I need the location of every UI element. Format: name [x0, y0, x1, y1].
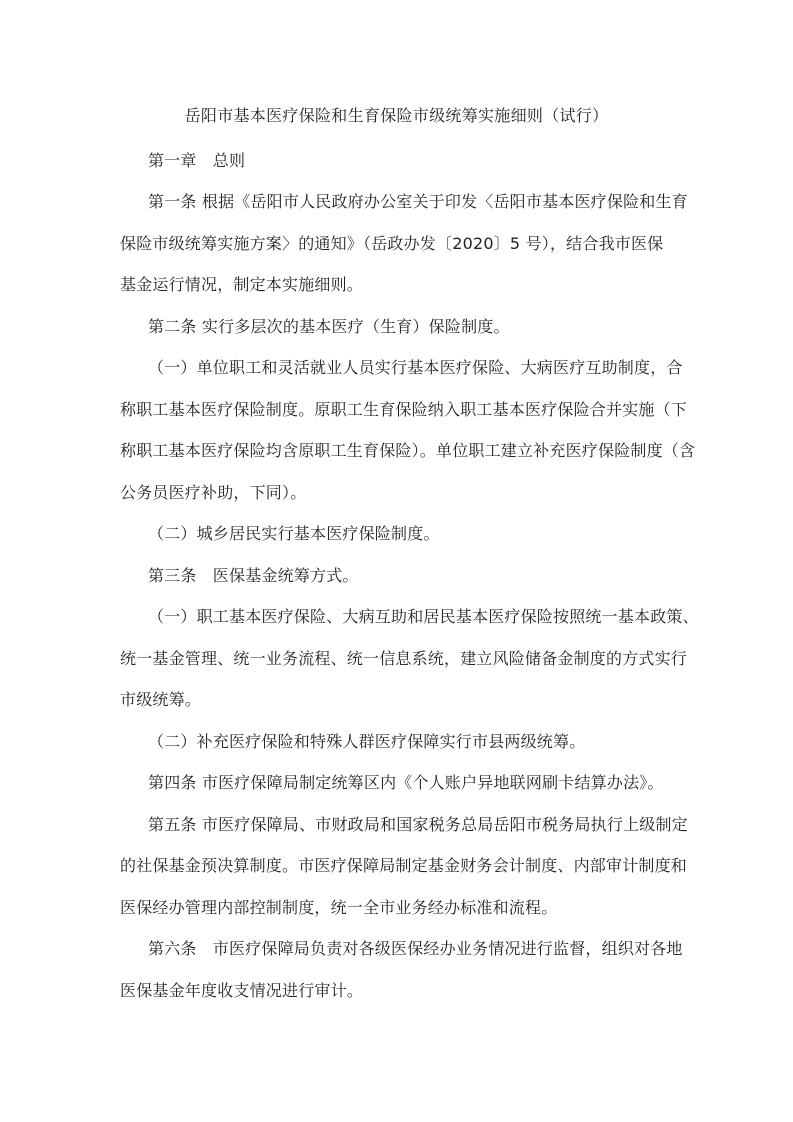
article-3-item-2: （二）补充医疗保险和特殊人群医疗保障实行市县两级统筹。 — [148, 732, 586, 751]
article-5-line-1: 第五条 市医疗保障局、市财政局和国家税务总局岳阳市税务局执行上级制定 — [148, 815, 688, 834]
article-2-item-1-line-1: （一）单位职工和灵活就业人员实行基本医疗保险、大病医疗互助制度，合 — [148, 358, 683, 377]
article-3-item-1-line-1: （一）职工基本医疗保险、大病互助和居民基本医疗保险按照统一基本政策、 — [148, 607, 699, 626]
article-6-line-2: 医保基金年度收支情况进行审计。 — [120, 981, 364, 1000]
article-2-item-2: （二）城乡居民实行基本医疗保险制度。 — [148, 524, 440, 543]
document-title: 岳阳市基本医疗保险和生育保险市级统筹实施细则（试行） — [184, 106, 609, 125]
article-1-line-1: 第一条 根据《岳阳市人民政府办公室关于印发〈岳阳市基本医疗保险和生育 — [148, 192, 688, 211]
article-2-item-1-line-3: 称职工基本医疗保险均含原职工生育保险）。单位职工建立补充医疗保险制度（含 — [120, 441, 696, 460]
article-6-line-1: 第六条 市医疗保障局负责对各级医保经办业务情况进行监督，组织对各地 — [148, 939, 683, 958]
article-5-line-2: 的社保基金预决算制度。市医疗保障局制定基金财务会计制度、内部审计制度和 — [120, 856, 688, 875]
article-5-line-3: 医保经办管理内部控制制度，统一全市业务经办标准和流程。 — [120, 898, 558, 917]
article-1-line-3: 基金运行情况，制定本实施细则。 — [120, 275, 364, 294]
article-3-item-1-line-3: 市级统筹。 — [120, 690, 202, 709]
article-2-item-1-line-4: 公务员医疗补助，下同）。 — [120, 483, 307, 502]
article-2-item-1-line-2: 称职工基本医疗保险制度。原职工生育保险纳入职工基本医疗保险合并实施（下 — [120, 400, 688, 419]
article-3-item-1-line-2: 统一基金管理、统一业务流程、统一信息系统，建立风险储备金制度的方式实行 — [120, 649, 688, 668]
chapter-heading: 第一章 总则 — [148, 151, 246, 170]
article-2-line-1: 第二条 实行多层次的基本医疗（生育）保险制度。 — [148, 317, 510, 336]
article-3-line-1: 第三条 医保基金统筹方式。 — [148, 566, 359, 585]
article-1-line-2: 保险市级统筹实施方案〉的通知》（岳政办发〔2020〕5 号），结合我市医保 — [120, 234, 664, 253]
article-4: 第四条 市医疗保障局制定统筹区内《个人账户异地联网刷卡结算办法》。 — [148, 773, 664, 792]
